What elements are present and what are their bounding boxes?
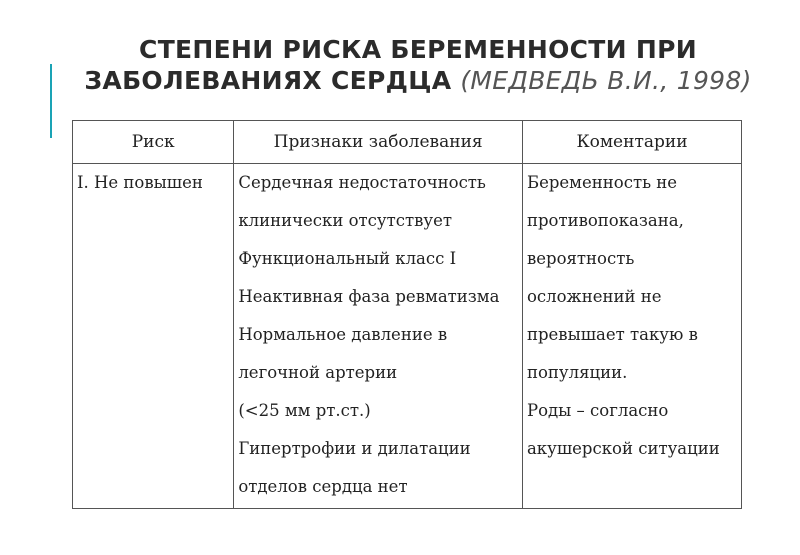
risk-level: I. Не повышен — [77, 173, 203, 192]
sign-line: Сердечная недостаточность — [238, 173, 486, 192]
comment-line: популяции. — [526, 363, 628, 382]
sign-line: клинически отсутствует — [238, 211, 452, 230]
accent-bar — [50, 64, 52, 138]
slide-title — [68, 34, 768, 96]
comment-line: противопоказана, — [526, 211, 684, 230]
comment-line: акушерской ситуации — [526, 439, 720, 458]
header-signs: Признаки заболевания — [234, 121, 523, 164]
sign-line: легочной артерии — [238, 363, 398, 382]
comment-line: Роды – согласно — [526, 401, 669, 420]
title-main: СТЕПЕНИ РИСКА БЕРЕМЕННОСТИ ПРИ ЗАБОЛЕВАНИЯХ СЕРДЦА — [84, 35, 697, 95]
header-comments: Коментарии — [522, 121, 741, 164]
table-header-row — [73, 121, 742, 164]
comment-line: превышает такую в — [526, 325, 698, 344]
header-risk: Риск — [73, 121, 234, 164]
comment-line: осложнений не — [526, 287, 662, 306]
table-row — [73, 164, 742, 509]
sign-line: отделов сердца нет — [238, 477, 408, 496]
sign-line: (<25 мм рт.ст.) — [238, 401, 371, 420]
cell-comments — [522, 164, 741, 509]
sign-line: Неактивная фаза ревматизма — [238, 287, 500, 306]
sign-line: Функциональный класс I — [238, 249, 457, 268]
cell-risk — [73, 164, 234, 509]
risk-table — [72, 120, 742, 509]
cell-signs — [234, 164, 523, 509]
sign-line: Нормальное давление в — [238, 325, 448, 344]
comment-line: вероятность — [526, 249, 635, 268]
comment-line: Беременность не — [526, 173, 678, 192]
title-author: (МЕДВЕДЬ В.И., 1998) — [460, 66, 752, 95]
sign-line: Гипертрофии и дилатации — [238, 439, 471, 458]
